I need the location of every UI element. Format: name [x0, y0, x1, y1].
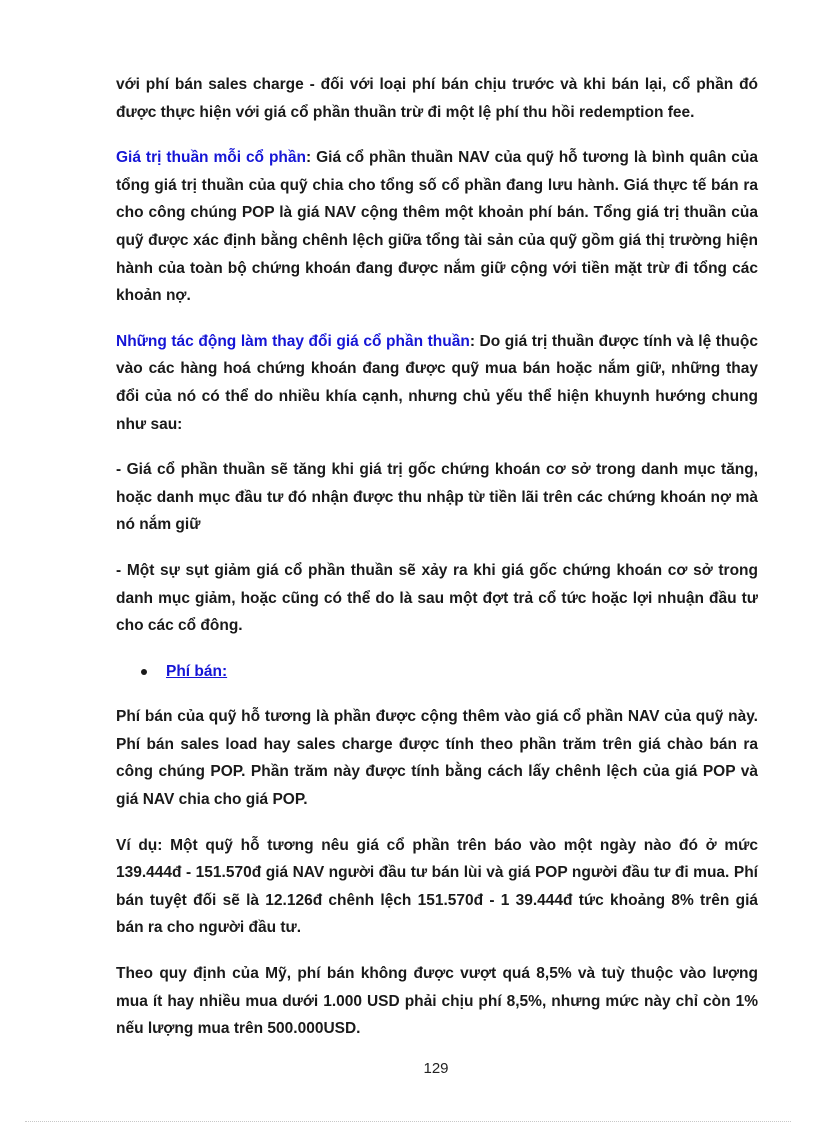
paragraph-nav-increase: - Giá cổ phần thuần sẽ tăng khi giá trị gốc chứng khoán cơ sở trong danh mục tăng, hoặc danh mục đầu tư đó nhận được thu nhập từ tiền lãi trên các chứng khoán nợ mà nó nắm giữ: [116, 461, 758, 534]
paragraph-us-regulation: Theo quy định của Mỹ, phí bán không được vượt quá 8,5% và tuỳ thuộc vào lượng mua ít hay nhiều mua dưới 1.000 USD phải chịu phí 8,5%, nhưng mức này chỉ còn 1% nếu lượng mua trên 500.000USD.: [116, 965, 758, 1038]
paragraph-nav-factors: [116, 328, 758, 438]
bullet-sales-fee: [116, 658, 758, 686]
paragraph-sales-charge: với phí bán sales charge - đối với loại phí bán chịu trước và khi bán lại, cổ phần đó được thực hiện với giá cổ phần thuần trừ đi một lệ phí thu hồi redemption fee.: [116, 76, 758, 121]
paragraph-nav-definition-body: : Giá cổ phần thuần NAV của quỹ hỗ tương là bình quân của tổng giá trị thuần của quỹ chia cho tổng số cổ phần đang lưu hành. Giá thực tế bán ra cho công chúng POP là giá NAV cộng thêm một khoản phí bán. Tổng giá trị thuần của quỹ được xác định bằng chênh lệch giữa tổng tài sản của quỹ gồm giá thị trường hiện hành của toàn bộ chứng khoán đang được nắm giữ cộng với tiền mặt trừ đi tổng các khoản nợ.: [116, 149, 758, 305]
bullet-dot-icon: [141, 669, 147, 675]
term-nav-per-share: Giá trị thuần mỗi cổ phần: [116, 149, 306, 167]
document-body: [116, 71, 758, 1061]
footer-divider: [25, 1121, 791, 1122]
paragraph-sales-fee-definition: Phí bán của quỹ hỗ tương là phần được cộng thêm vào giá cổ phần NAV của quỹ này. Phí bán sales load hay sales charge được tính theo phần trăm trên giá chào bán ra công chúng POP. Phần trăm này được tính bằng cách lấy chênh lệch của giá POP và giá NAV chia cho giá POP.: [116, 708, 758, 809]
term-nav-change-factors: Những tác động làm thay đổi giá cổ phần thuần: [116, 332, 470, 350]
page-number: 129: [423, 1060, 449, 1077]
sales-fee-link[interactable]: Phí bán:: [166, 662, 228, 680]
paragraph-nav-factors-body: : Do giá trị thuần được tính và lệ thuộc vào các hàng hoá chứng khoán đang được quỹ mua bán hoặc nắm giữ, những thay đổi của nó có thể do nhiều khía cạnh, nhưng chủ yếu thể hiện khuynh hướng chung như sau:: [116, 332, 758, 433]
paragraph-nav-definition: [116, 144, 758, 310]
paragraph-sales-fee-example: Ví dụ: Một quỹ hỗ tương nêu giá cổ phần trên báo vào một ngày nào đó ở mức 139.444đ - 151.570đ giá NAV người đầu tư bán lùi và giá POP người đầu tư đi mua. Phí bán tuyệt đối sẽ là 12.126đ chênh lệch 151.570đ - 1 39.444đ tức khoảng 8% trên giá bán ra cho người đầu tư.: [116, 836, 758, 937]
paragraph-nav-decrease: - Một sự sụt giảm giá cổ phần thuần sẽ xảy ra khi giá gốc chứng khoán cơ sở trong danh mục giảm, hoặc cũng có thể do là sau một đợt trả cổ tức hoặc lợi nhuận đầu tư cho các cổ đông.: [116, 561, 758, 635]
